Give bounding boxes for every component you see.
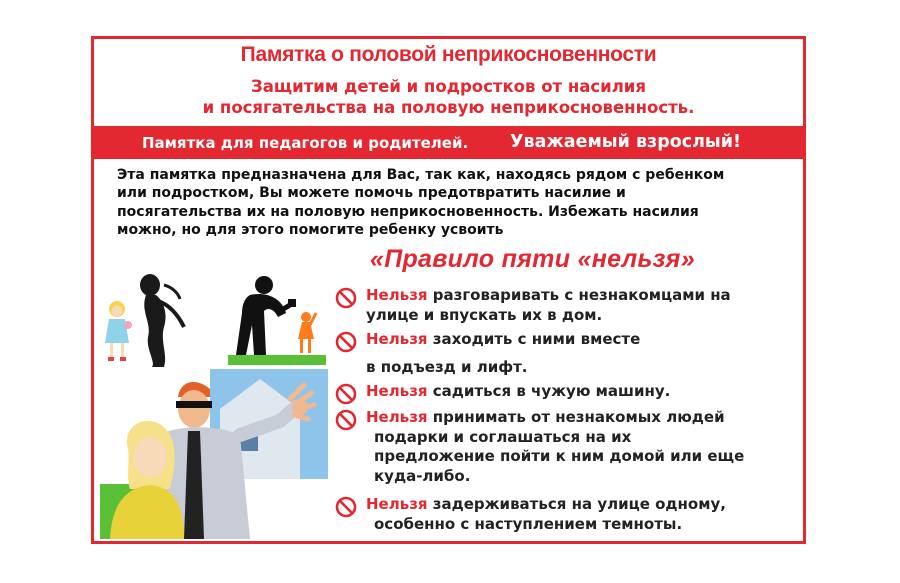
shadow-stranger-illustration — [134, 271, 192, 369]
rule-text: предложение пойти к ним домой или еще — [374, 447, 745, 465]
rule-text: задерживаться на улице одному, — [427, 495, 726, 513]
prohibition-sign-icon — [335, 496, 357, 518]
memo-subtitle — [94, 76, 803, 118]
rule-text: подарки и соглашаться на их — [374, 427, 632, 446]
rule-item — [335, 495, 795, 537]
man-and-girl-illustration — [100, 369, 328, 539]
rule-keyword: Нельзя — [366, 408, 428, 426]
intro-line: Эта памятка предназначена для Вас, так как, находясь рядом с ребенком — [117, 167, 725, 183]
rule-keyword: Нельзя — [366, 286, 428, 304]
girl-illustration — [100, 295, 134, 367]
rule-keyword: Нельзя — [366, 495, 428, 513]
rule-text: в подъезд и лифт. — [366, 357, 528, 376]
memo-title: Памятка о половой неприкосновенности — [240, 43, 657, 66]
intro-line: или подростком, Вы можете помочь предотвратить насилие и — [117, 185, 626, 202]
prohibition-sign-icon — [335, 287, 357, 309]
rule-text: заходить с ними вместе — [427, 330, 641, 348]
band-audience-text: Памятка для педагогов и родителей. — [142, 134, 469, 152]
rule-text: куда-либо. — [374, 466, 471, 485]
stranger-gift-illustration — [228, 273, 326, 365]
rule-item — [335, 408, 795, 490]
memo-frame — [91, 36, 806, 544]
rule-keyword: Нельзя — [366, 330, 428, 348]
prohibition-sign-icon — [335, 331, 357, 353]
subtitle-line-2: и посягательства на половую неприкосновенность. — [202, 98, 695, 117]
rule-text: улице и впускать их в дом. — [366, 305, 603, 324]
intro-line: можно, но для этого помогите ребенку усвоить — [117, 221, 504, 238]
rule-keyword: Нельзя — [366, 382, 428, 400]
prohibition-sign-icon — [335, 383, 357, 405]
intro-line: посягательства их на половую неприкосновенность. Избежать насилия — [117, 203, 699, 220]
rule-text: садиться в чужую машину. — [427, 382, 671, 400]
rule-text: разговаривать с незнакомцами на — [427, 286, 731, 304]
rule-item — [335, 286, 795, 326]
prohibition-sign-icon — [335, 409, 357, 431]
intro-paragraph — [117, 166, 787, 239]
rule-item — [335, 330, 795, 380]
audience-band — [94, 126, 803, 159]
rule-item — [335, 382, 795, 404]
rule-text: принимать от незнакомых людей — [427, 408, 725, 426]
rule-text: особенно с наступлением темноты. — [374, 514, 683, 533]
band-greeting-text: Уважаемый взрослый! — [510, 132, 742, 152]
subtitle-line-1: Защитим детей и подростков от насилия — [251, 77, 646, 96]
five-rules-heading: «Правило пяти «нельзя» — [370, 245, 695, 273]
